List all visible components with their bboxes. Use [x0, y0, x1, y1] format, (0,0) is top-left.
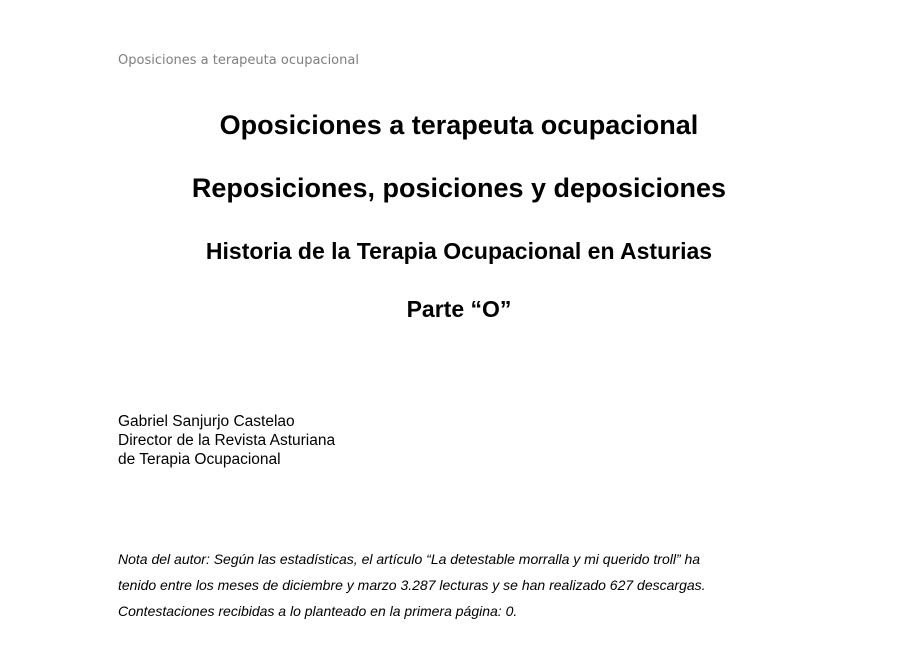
author-name: Gabriel Sanjurjo Castelao: [118, 413, 295, 430]
author-note-line-1: Nota del autor: Según las estadísticas, el artículo “La detestable morralla y mi querido troll” ha: [118, 551, 701, 567]
author-note-line-3: Contestaciones recibidas a lo planteado en la primera página: 0.: [118, 603, 518, 619]
author-note: [118, 546, 808, 624]
author-note-line-2: tenido entre los meses de diciembre y marzo 3.287 lecturas y se han realizado 627 descargas.: [118, 577, 706, 593]
running-header: Oposiciones a terapeuta ocupacional: [118, 53, 359, 68]
author-block: [118, 412, 335, 469]
title-line-2: Reposiciones, posiciones y deposiciones: [191, 173, 727, 203]
author-role-line-2: de Terapia Ocupacional: [118, 451, 281, 468]
title-line-4: Parte “O”: [406, 296, 512, 322]
title-line-1: Oposiciones a terapeuta ocupacional: [219, 110, 699, 140]
title-line-3: Historia de la Terapia Ocupacional en Asturias: [205, 238, 713, 264]
author-role-line-1: Director de la Revista Asturiana: [118, 432, 336, 449]
